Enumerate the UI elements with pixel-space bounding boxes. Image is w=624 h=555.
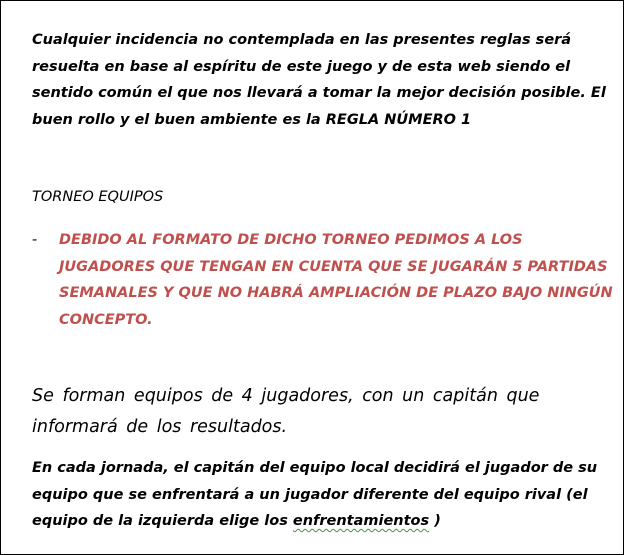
notice-paragraph: DEBIDO AL FORMATO DE DICHO TORNEO PEDIMOS A LOS JUGADORES QUE TENGAN EN CUENTA QUE SE JUGARÁN 5 PARTIDAS SEMANALES Y QUE NO HABRÁ AMPLIACIÓN DE PLAZO BAJO NINGÚN CONCEPTO. xyxy=(59,232,613,329)
round-text-end: ) xyxy=(429,513,441,529)
intro-paragraph: Cualquier incidencia no contemplada en las presentes reglas será resuelta en base al espíritu de este juego y de esta web siendo el sentido común el que nos llevará a tomar la mejor decisión posible. El buen rollo y el buen ambiente es la REGLA NÚMERO 1 xyxy=(32,32,606,128)
round-paragraph xyxy=(32,455,612,535)
list-bullet: - xyxy=(32,232,38,248)
section-title: TORNEO EQUIPOS xyxy=(32,189,164,205)
spellcheck-flagged-word: enfrentamientos xyxy=(292,513,430,529)
round-text-start: En cada jornada, el capitán del equipo local decidirá el jugador de su equipo que se enfrentará a un jugador diferente del equipo rival (el equipo de la izquierda elige los xyxy=(32,460,598,529)
teams-paragraph: Se forman equipos de 4 jugadores, con un capitán que informará de los resultados. xyxy=(32,386,540,437)
